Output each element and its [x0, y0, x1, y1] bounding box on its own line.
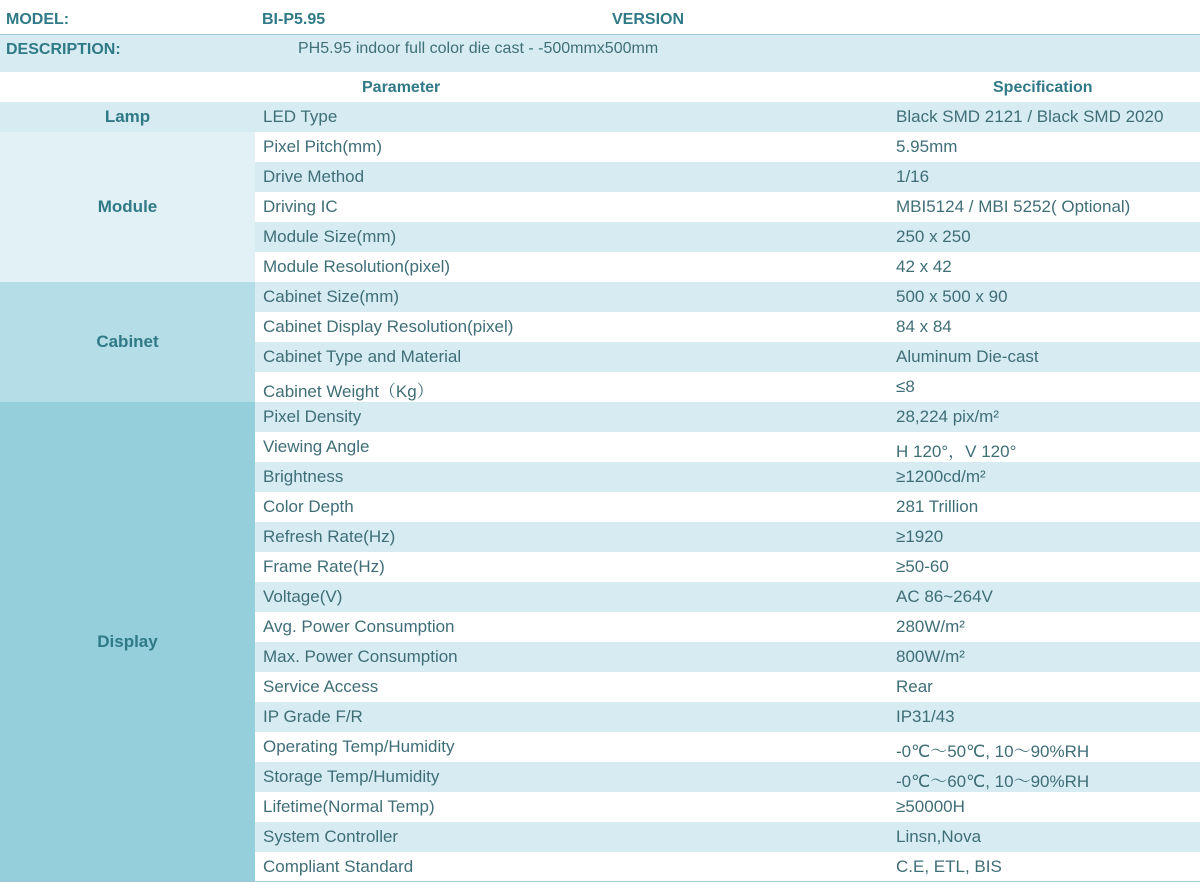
parameter-cell: LED Type	[263, 107, 338, 126]
parameter-cell: Cabinet Display Resolution(pixel)	[263, 317, 514, 336]
specification-cell: 1/16	[896, 167, 930, 186]
column-header	[0, 73, 1200, 102]
specification-cell: AC 86~264V	[896, 587, 993, 606]
specification-cell: MBI5124 / MBI 5252( Optional)	[896, 197, 1131, 216]
specification-cell: H 120°，V 120°	[896, 442, 1017, 461]
table-row	[255, 702, 1200, 732]
group-cabinet	[0, 282, 255, 402]
specification-cell: 250 x 250	[896, 227, 971, 246]
description-row	[0, 35, 1200, 72]
parameter-cell: Avg. Power Consumption	[263, 617, 455, 636]
table-row	[255, 252, 1200, 282]
table-row	[255, 282, 1200, 312]
parameter-cell: Module Resolution(pixel)	[263, 257, 451, 276]
specification-cell: 800W/m²	[896, 647, 965, 666]
specification-cell: ≥50-60	[896, 557, 949, 576]
group-cabinet-label: Cabinet	[96, 332, 159, 351]
specification-cell: 84 x 84	[896, 317, 952, 336]
group-module	[0, 132, 255, 282]
parameter-cell: System Controller	[263, 827, 399, 846]
table-row	[255, 612, 1200, 642]
table-row	[255, 162, 1200, 192]
description-label: DESCRIPTION:	[6, 41, 121, 58]
table-row	[255, 222, 1200, 252]
table-row	[255, 822, 1200, 852]
group-lamp	[0, 102, 255, 132]
specification-cell: ≥50000H	[896, 797, 965, 816]
specification-cell: Black SMD 2121 / Black SMD 2020	[896, 107, 1164, 126]
specification-cell: 5.95mm	[896, 137, 958, 156]
version-label: VERSION	[612, 11, 685, 28]
specification-cell: -0℃～60℃, 10～90%RH	[896, 772, 1090, 791]
model-value: BI-P5.95	[262, 11, 326, 28]
table-row	[255, 462, 1200, 492]
table-row	[255, 372, 1200, 402]
specification-cell: ≥1920	[896, 527, 944, 546]
table-row	[255, 732, 1200, 762]
parameter-cell: Frame Rate(Hz)	[263, 557, 385, 576]
parameter-cell: Brightness	[263, 467, 344, 486]
table-row	[255, 132, 1200, 162]
table-row	[255, 762, 1200, 792]
parameter-cell: Max. Power Consumption	[263, 647, 458, 666]
specification-cell: Aluminum Die-cast	[896, 347, 1039, 366]
table-row	[255, 102, 1200, 132]
table-row	[255, 432, 1200, 462]
specification-cell: ≤8	[896, 377, 915, 396]
parameter-cell: Compliant Standard	[263, 857, 414, 876]
group-lamp-label: Lamp	[104, 107, 151, 126]
table-row	[255, 522, 1200, 552]
parameter-cell: Color Depth	[263, 497, 354, 516]
parameter-cell: Pixel Pitch(mm)	[263, 137, 383, 156]
table-row	[255, 402, 1200, 432]
table-row	[255, 852, 1200, 882]
table-row	[255, 672, 1200, 702]
table-row	[255, 642, 1200, 672]
specification-cell: 500 x 500 x 90	[896, 287, 1008, 306]
group-module-label: Module	[97, 197, 158, 216]
specification-cell: C.E, ETL, BIS	[896, 857, 1002, 876]
parameter-cell: Cabinet Weight（Kg）	[263, 382, 434, 401]
specification-cell: 42 x 42	[896, 257, 952, 276]
table-row	[255, 192, 1200, 222]
group-display	[0, 402, 255, 882]
parameter-cell: Storage Temp/Humidity	[263, 767, 440, 786]
specification-header: Specification	[993, 79, 1093, 96]
parameter-cell: Pixel Density	[263, 407, 362, 426]
parameter-cell: Cabinet Size(mm)	[263, 287, 400, 306]
specification-cell: Rear	[896, 677, 933, 696]
specification-cell: Linsn,Nova	[896, 827, 982, 846]
specification-cell: 28,224 pix/m²	[896, 407, 999, 426]
parameter-cell: Operating Temp/Humidity	[263, 737, 455, 756]
table-row	[255, 792, 1200, 822]
table-row	[255, 342, 1200, 372]
group-display-label: Display	[97, 632, 158, 651]
parameter-cell: Lifetime(Normal Temp)	[263, 797, 435, 816]
table-row	[255, 552, 1200, 582]
parameter-cell: Cabinet Type and Material	[263, 347, 462, 366]
parameter-cell: Viewing Angle	[263, 437, 370, 456]
table-row	[255, 492, 1200, 522]
specification-cell: ≥1200cd/m²	[896, 467, 986, 486]
specification-cell: 280W/m²	[896, 617, 965, 636]
parameter-cell: Voltage(V)	[263, 587, 343, 606]
parameter-cell: IP Grade F/R	[263, 707, 363, 726]
bottom-divider	[0, 881, 1200, 882]
description-value: PH5.95 indoor full color die cast - -500mmx500mm	[298, 40, 659, 57]
model-row	[0, 4, 1200, 35]
parameter-cell: Drive Method	[263, 167, 365, 186]
table-row	[255, 312, 1200, 342]
parameter-cell: Module Size(mm)	[263, 227, 397, 246]
parameter-header: Parameter	[362, 79, 441, 96]
parameter-cell: Driving IC	[263, 197, 338, 216]
parameter-cell: Refresh Rate(Hz)	[263, 527, 396, 546]
specification-cell: IP31/43	[896, 707, 955, 726]
parameter-cell: Service Access	[263, 677, 379, 696]
specification-cell: -0℃～50℃, 10～90%RH	[896, 742, 1090, 761]
model-label: MODEL:	[6, 11, 70, 28]
table-row	[255, 582, 1200, 612]
specification-cell: 281 Trillion	[896, 497, 979, 516]
